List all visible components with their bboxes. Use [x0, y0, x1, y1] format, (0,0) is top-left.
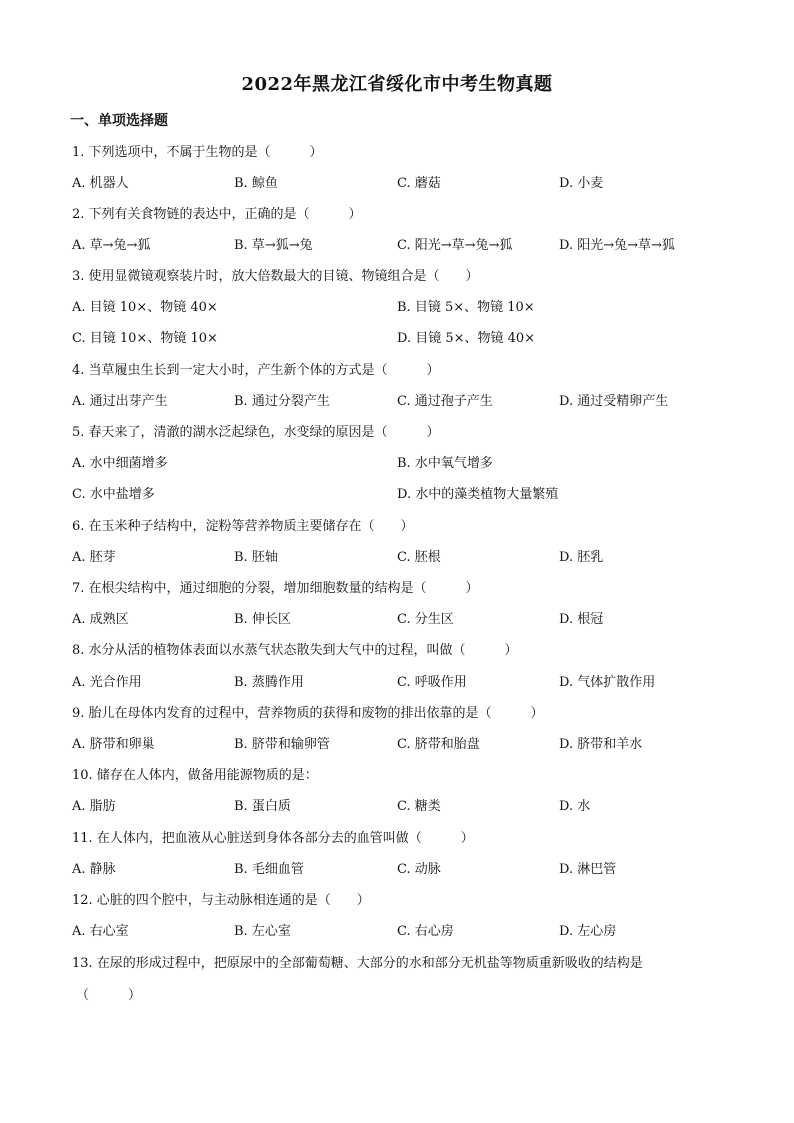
option-row — [72, 327, 732, 347]
question-stem: 9. 胎儿在母体内发育的过程中，营养物质的获得和废物的排出依靠的是（ ） — [72, 706, 544, 721]
option-a: A. 光合作用 — [72, 675, 142, 690]
option-row — [72, 390, 732, 410]
question-stem: 7. 在根尖结构中，通过细胞的分裂，增加细胞数量的结构是（ ） — [72, 581, 479, 596]
option-row — [72, 452, 732, 472]
answer-blank: （ ） — [76, 988, 142, 1003]
option-a: A. 目镜 10×、物镜 40× — [72, 300, 218, 315]
question-stem: 13. 在尿的形成过程中，把原尿中的全部葡萄糖、大部分的水和部分无机盐等物质重新吸收的结构是 — [72, 956, 643, 971]
option-row — [72, 795, 732, 815]
option-b: B. 目镜 5×、物镜 10× — [397, 300, 535, 315]
option-a: A. 静脉 — [72, 862, 116, 877]
option-a: A. 水中细菌增多 — [72, 456, 168, 471]
option-c: C. 脐带和胎盘 — [397, 737, 480, 752]
option-a: A. 草→兔→狐 — [72, 238, 151, 253]
question-stem: 3. 使用显微镜观察装片时，放大倍数最大的目镜、物镜组合是（ ） — [72, 269, 479, 284]
option-d: D. 根冠 — [559, 612, 604, 627]
option-b: B. 胚轴 — [234, 550, 278, 565]
option-b: B. 脐带和输卵管 — [234, 737, 330, 752]
option-a: A. 胚芽 — [72, 550, 116, 565]
option-d: D. 目镜 5×、物镜 40× — [397, 331, 536, 346]
option-row — [72, 733, 732, 753]
option-a: A. 脐带和卵巢 — [72, 737, 155, 752]
option-d: D. 水 — [559, 799, 591, 814]
question-stem: 12. 心脏的四个腔中，与主动脉相连通的是（ ） — [72, 893, 370, 908]
option-c: C. 水中盐增多 — [72, 487, 155, 502]
question-stem: 4. 当草履虫生长到一定大小时，产生新个体的方式是（ ） — [72, 363, 440, 378]
option-a: A. 脂肪 — [72, 799, 116, 814]
option-row — [72, 671, 732, 691]
option-d: D. 淋巴管 — [559, 862, 617, 877]
option-c: C. 通过孢子产生 — [397, 394, 493, 409]
option-c: C. 蘑菇 — [397, 176, 441, 191]
question-stem: 1. 下列选项中，不属于生物的是（ ） — [72, 145, 323, 160]
option-b: B. 毛细血管 — [234, 862, 304, 877]
option-c: C. 右心房 — [397, 924, 454, 939]
option-d: D. 左心房 — [559, 924, 617, 939]
option-b: B. 蛋白质 — [234, 799, 291, 814]
option-d: D. 阳光→兔→草→狐 — [559, 238, 675, 253]
option-b: B. 草→狐→兔 — [234, 238, 313, 253]
option-d: D. 气体扩散作用 — [559, 675, 656, 690]
option-row — [72, 858, 732, 878]
option-a: A. 通过出芽产生 — [72, 394, 168, 409]
option-a: A. 右心室 — [72, 924, 129, 939]
option-d: D. 通过受精卵产生 — [559, 394, 669, 409]
option-row — [72, 296, 732, 316]
option-row — [72, 546, 732, 566]
option-c: C. 糖类 — [397, 799, 441, 814]
option-a: A. 成熟区 — [72, 612, 129, 627]
option-b: B. 通过分裂产生 — [234, 394, 330, 409]
question-stem: 8. 水分从活的植物体表面以水蒸气状态散失到大气中的过程，叫做（ ） — [72, 643, 518, 658]
option-b: B. 蒸腾作用 — [234, 675, 304, 690]
option-a: A. 机器人 — [72, 176, 129, 191]
option-d: D. 脐带和羊水 — [559, 737, 643, 752]
option-c: C. 分生区 — [397, 612, 454, 627]
option-row — [72, 234, 732, 254]
option-b: B. 左心室 — [234, 924, 291, 939]
option-row — [72, 608, 732, 628]
option-d: D. 水中的藻类植物大量繁殖 — [397, 487, 559, 502]
option-c: C. 阳光→草→兔→狐 — [397, 238, 513, 253]
option-d: D. 胚乳 — [559, 550, 604, 565]
option-row — [72, 483, 732, 503]
option-c: C. 目镜 10×、物镜 10× — [72, 331, 218, 346]
option-b: B. 伸长区 — [234, 612, 291, 627]
option-row — [72, 920, 732, 940]
option-c: C. 呼吸作用 — [397, 675, 467, 690]
option-d: D. 小麦 — [559, 176, 604, 191]
question-stem: 2. 下列有关食物链的表达中，正确的是（ ） — [72, 207, 362, 222]
option-b: B. 鲸鱼 — [234, 176, 278, 191]
page-title: 2022年黑龙江省绥化市中考生物真题 — [241, 74, 553, 95]
section-heading: 一、单项选择题 — [70, 113, 168, 129]
question-stem: 10. 储存在人体内，做备用能源物质的是： — [72, 768, 318, 783]
option-row — [72, 172, 732, 192]
question-stem: 11. 在人体内，把血液从心脏送到身体各部分去的血管叫做（ ） — [72, 831, 474, 846]
question-stem: 5. 春天来了，清澈的湖水泛起绿色，水变绿的原因是（ ） — [72, 425, 440, 440]
option-c: C. 胚根 — [397, 550, 441, 565]
question-stem: 6. 在玉米种子结构中，淀粉等营养物质主要储存在（ ） — [72, 519, 414, 534]
option-b: B. 水中氧气增多 — [397, 456, 493, 471]
option-c: C. 动脉 — [397, 862, 441, 877]
